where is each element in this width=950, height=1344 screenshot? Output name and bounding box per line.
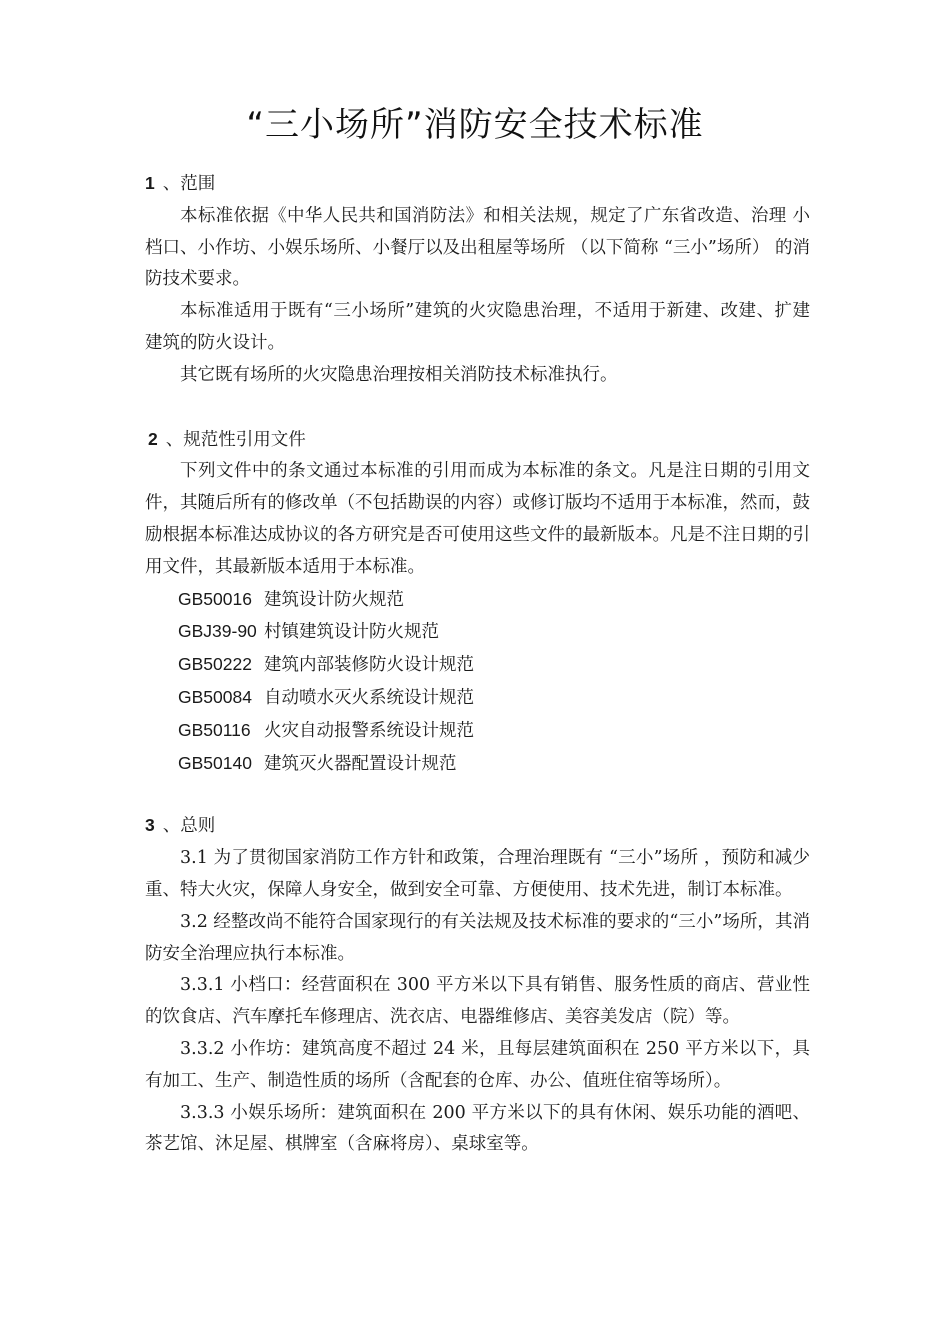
paragraph: 3.3.3 小娱乐场所：建筑面积在 200 平方米以下的具有休闲、娱乐功能的酒吧、茶艺馆、沐足屋、棋牌室（含麻将房）、桌球室等。 xyxy=(145,1102,810,1155)
reference-item xyxy=(145,748,810,781)
section-heading xyxy=(145,810,810,843)
section-number: 3 xyxy=(145,815,155,836)
section-title: 、总则 xyxy=(162,816,216,837)
reference-code: GB50084 xyxy=(178,686,252,707)
reference-code: GBJ39-90 xyxy=(178,621,257,642)
reference-name: 建筑设计防火规范 xyxy=(264,589,404,610)
reference-code: GB50222 xyxy=(178,654,252,675)
section-heading xyxy=(145,424,810,457)
paragraph: 3.3.1 小档口：经营面积在 300 平方米以下具有销售、服务性质的商店、营业性的饮食店、汽车摩托车修理店、洗衣店、电器维修店、美容美发店（院）等。 xyxy=(145,975,810,1028)
paragraph: 3.1 为了贯彻国家消防工作方针和政策，合理治理既有 “三小”场所 ，预防和减少重、特大火灾，保障人身安全，做到安全可靠、方便使用、技术先进，制订本标准。 xyxy=(145,848,810,900)
reference-code: GB50140 xyxy=(178,752,252,773)
reference-item xyxy=(145,715,810,748)
section-title: 、规范性引用文件 xyxy=(165,429,306,450)
reference-item xyxy=(145,584,810,617)
paragraph: 本标准依据《中华人民共和国消防法》和相关法规，规定了广东省改造、治理 小档口、小作坊、小娱乐场所、小餐厅以及出租屋等场所 （以下简称 “三小”场所） 的消防技术要求。 xyxy=(145,205,810,290)
document-body xyxy=(145,168,810,1161)
section-number: 2 xyxy=(148,428,158,449)
reference-item xyxy=(145,682,810,715)
reference-name: 建筑灭火器配置设计规范 xyxy=(264,753,457,774)
section-title: 、范围 xyxy=(162,174,216,194)
paragraph: 3.3.2 小作坊：建筑高度不超过 24 米，且每层建筑面积在 250 平方米以下，具有加工、生产、制造性质的场所（含配套的仓库、办公、值班住宿等场所）。 xyxy=(145,1038,810,1091)
reference-name: 火灾自动报警系统设计规范 xyxy=(264,720,474,741)
section-spacer xyxy=(145,780,810,810)
section-spacer xyxy=(145,392,810,424)
section-heading xyxy=(145,168,810,201)
reference-name: 自动喷水灭火系统设计规范 xyxy=(264,687,474,708)
reference-name: 村镇建筑设计防火规范 xyxy=(264,622,439,643)
paragraph: 下列文件中的条文通过本标准的引用而成为本标准的条文。凡是注日期的引用文件，其随后所有的修改单（不包括勘误的内容）或修订版均不适用于本标准，然而，鼓励根据本标准达成协议的各方研究是否可使用这些文件的最新版本。凡是不注日期的引用文件，其最新版本适用于本标准。 xyxy=(145,461,810,577)
reference-item xyxy=(145,616,810,649)
reference-name: 建筑内部装修防火设计规范 xyxy=(264,655,474,676)
document-title: “三小场所”消防安全技术标准 xyxy=(246,105,704,145)
reference-code: GB50016 xyxy=(178,588,252,609)
paragraph: 本标准适用于既有“三小场所”建筑的火灾隐患治理，不适用于新建、改建、扩建建筑的防火设计。 xyxy=(145,301,810,353)
reference-code: GB50116 xyxy=(178,719,251,740)
paragraph: 其它既有场所的火灾隐患治理按相关消防技术标准执行。 xyxy=(180,364,618,385)
paragraph: 3.2 经整改尚不能符合国家现行的有关法规及技术标准的要求的“三小”场所，其消防安全治理应执行本标准。 xyxy=(145,911,810,964)
section-number: 1 xyxy=(145,173,155,193)
reference-item xyxy=(145,649,810,682)
